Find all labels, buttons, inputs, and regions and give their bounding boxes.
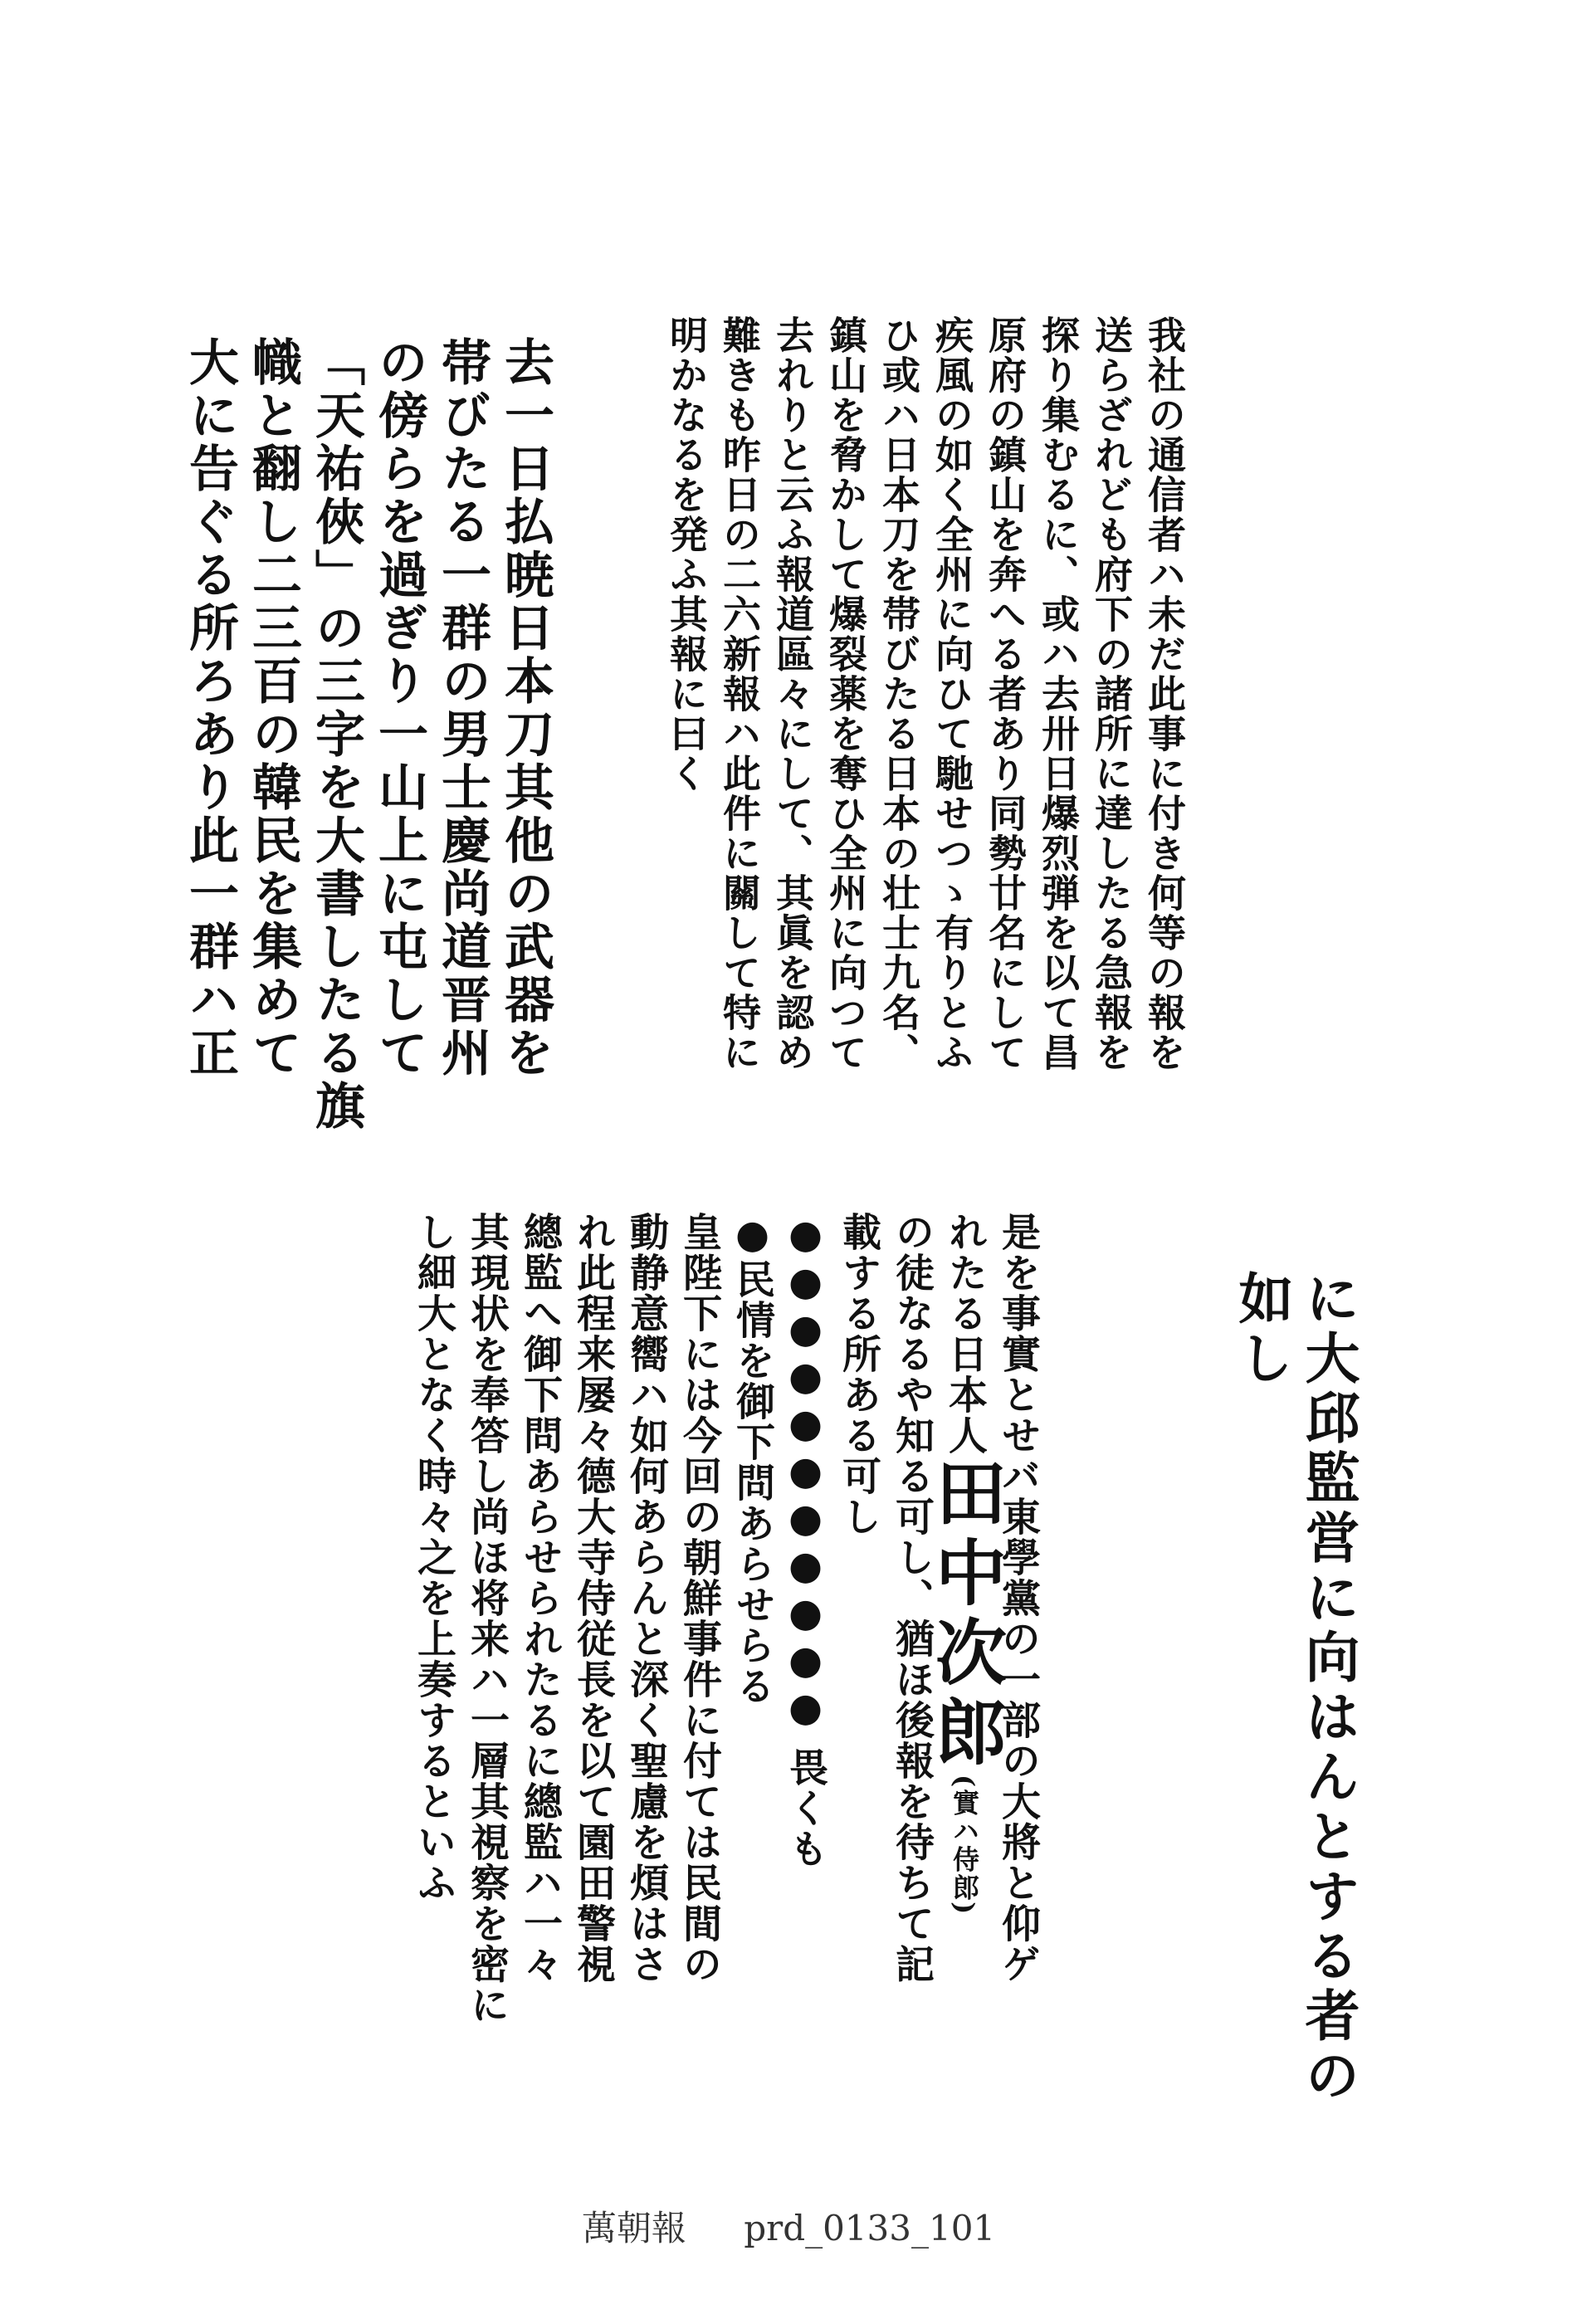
column-text: れたる日本人 [942, 1212, 988, 1456]
page-id: prd_0133_101 [744, 2208, 996, 2248]
text-column: 原府の鎮山を奔へる者あり同勢廿名にして [983, 315, 1028, 1072]
column-text: の徒なるや知る可し、猶ほ後報を待ちて記 [889, 1212, 935, 1985]
page-footer [0, 2201, 1577, 2251]
text-column [672, 1212, 725, 2141]
column-text: し細大となく時々之を上奏するといふ [411, 1212, 456, 1903]
text-column: 送らざれども府下の諸所に達したる急報を [1089, 315, 1134, 1072]
text-column: 幟と翻し二三百の韓民を集めて [244, 336, 302, 1080]
text-column [407, 1212, 460, 2141]
text-column [779, 1212, 832, 2141]
text-column: の傍らを過ぎり一山上に屯して [370, 336, 428, 1080]
text-column: 明かなるを発ふ其報に曰く [664, 315, 709, 793]
text-column [923, 1212, 1007, 2141]
headline-column: に大邱監営に向はんとする者の [1296, 1270, 1360, 2107]
text-column: 我社の通信者ハ未だ此事に付き何等の報を [1142, 315, 1187, 1072]
upper-article-small-text [660, 315, 1191, 1179]
person-name: 田中次郎 [923, 1456, 1007, 1775]
text-column [725, 1212, 779, 2141]
column-text: 總監へ御下問あらせられたるに總監ハ一々 [517, 1212, 563, 1985]
column-text: ●民情を御下問あらせらる [730, 1212, 775, 1706]
text-column: 難きも昨日の二六新報ハ此件に關して特に [717, 315, 762, 1072]
column-text: 動静意嚮ハ如何あらんと深く聖慮を煩はさ [623, 1212, 669, 1985]
text-column: 去一日払暁日本刀其他の武器を [496, 336, 554, 1080]
text-column: ひ或ハ日本刀を帯びたる日本の壮士九名、 [876, 315, 921, 1072]
text-column [513, 1212, 566, 2141]
text-column [460, 1212, 513, 2141]
text-column [566, 1212, 619, 2141]
name-note: (實ハ侍郎) [949, 1775, 980, 1916]
text-column: 去れりと云ふ報道區々にして、其眞を認め [770, 315, 815, 1072]
text-column: 大に告ぐる所ろあり此一群ハ正 [181, 336, 239, 1080]
text-column [885, 1212, 938, 2141]
column-text: 其現状を奉答し尚ほ将来ハ一層其視察を密に [464, 1212, 510, 2025]
text-column: 「天祐俠」の三字を大書したる旗 [307, 336, 365, 1133]
source-title: 萬朝報 [581, 2208, 686, 2248]
text-column: 探り集むるに、或ハ去卅日爆烈弾を以て昌 [1036, 315, 1081, 1072]
column-text: 是を事實とせバ東學黨の一部の大將と仰ゲ [995, 1212, 1041, 1985]
column-text: れ此程来屡々德大寺侍従長を以て園田警視 [570, 1212, 616, 1985]
column-text: 載する所ある可し [836, 1212, 881, 1537]
column-text: 皇陛下には今回の朝鮮事件に付ては民間の [676, 1212, 722, 1985]
text-column: 鎮山を脅かして爆裂薬を奪ひ全州に向つて [823, 315, 868, 1072]
column-text: 畏くも [783, 1747, 828, 1870]
lower-article-headline [1228, 1270, 1361, 2150]
text-column: 帯びたる一群の男士慶尚道晋州 [433, 336, 491, 1080]
text-column [832, 1212, 885, 2141]
bullet-marks: ●●●●●●●●●●● [783, 1212, 828, 1732]
lower-article-body [407, 1212, 1044, 2141]
upper-article-large-text [178, 336, 557, 1183]
text-column: 疾風の如く全州に向ひて馳せつゝ有りとふ [930, 315, 974, 1072]
headline-column: 如し [1229, 1270, 1294, 1389]
text-column [619, 1212, 672, 2141]
